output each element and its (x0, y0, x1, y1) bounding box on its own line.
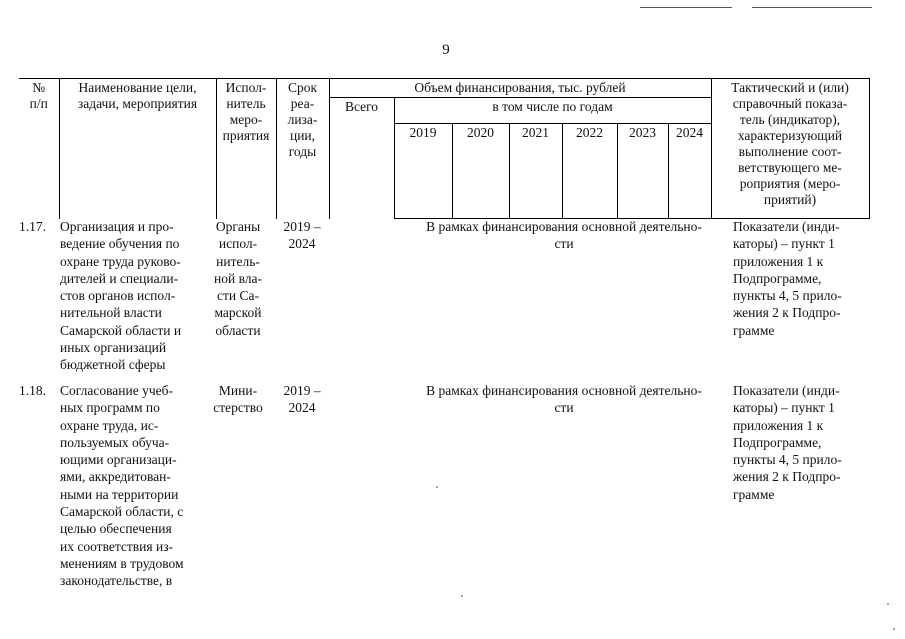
text-line: нительной власти (60, 305, 162, 321)
header-indicator: Тактический и (или) справочный показа- тель (индикатор), характеризующий выполнение соот- ветствующего ме- роприятия (меро- приятий) (711, 79, 869, 219)
text-line: целью обеспечения (60, 521, 172, 537)
header-year-2023: 2023 (617, 124, 668, 219)
text-line: ведение обучения по (60, 236, 180, 252)
page-number: 9 (442, 42, 450, 58)
row-name (60, 382, 203, 590)
text-line: дителей и специали- (60, 270, 179, 286)
text-line: ных программ по (60, 400, 160, 416)
header-name: Наименование цели, задачи, мероприятия (59, 79, 216, 219)
header-year-2022: 2022 (562, 124, 617, 219)
text-line: менениям в трудовом (60, 555, 184, 571)
row-term: 2019 – 2024 (283, 219, 321, 252)
text-line: Организация и про- (60, 219, 174, 234)
header-num: № п/п (19, 79, 59, 219)
table-header (19, 78, 870, 219)
header-by-years: в том числе по годам (394, 98, 711, 124)
header-financing: Объем финансирования, тыс. рублей (329, 79, 711, 98)
text-line: пользуемых обуча- (60, 434, 170, 450)
text-line: охране труда, ис- (60, 417, 159, 433)
scan-speck (436, 486, 438, 488)
row-name (60, 218, 203, 374)
text-line: ющими организаци- (60, 452, 177, 468)
text-line: Самарской области и (60, 322, 182, 338)
scan-speck (893, 628, 895, 630)
table-row (19, 382, 871, 592)
header-total: Всего (329, 98, 394, 219)
text-line: Самарской области, с (60, 504, 184, 520)
header-term: Срок реа- лиза- ции, годы (276, 79, 329, 219)
row-executor: Органы испол- нитель- ной вла- сти Са- марской области (214, 219, 262, 338)
row-executor: Мини- стерство (213, 383, 263, 416)
row-financing: В рамках финансирования основной деятельно- сти (426, 383, 702, 416)
text-line: охране труда руково- (60, 253, 181, 269)
scan-artifact-line (752, 7, 872, 8)
row-indicator: Показатели (инди- каторы) – пункт 1 приложения 1 к Подпрограмме, пункты 4, 5 прило- жения 2 к Подпро- грамме (733, 219, 842, 338)
header-executor: Испол- нитель меро- приятия (216, 79, 276, 219)
header-year-2024: 2024 (668, 124, 711, 219)
row-indicator: Показатели (инди- каторы) – пункт 1 приложения 1 к Подпрограмме, пункты 4, 5 прило- жения 2 к Подпро- грамме (733, 383, 842, 502)
text-line: Согласование учеб- (60, 383, 173, 398)
row-number: 1.17. (19, 219, 46, 234)
text-line: их соответствия из- (60, 538, 174, 554)
text-line: иных организаций (60, 340, 167, 356)
row-financing: В рамках финансирования основной деятельно- сти (426, 219, 702, 252)
text-line: бюджетной сферы (60, 357, 166, 373)
text-line: законодательстве, в (60, 573, 173, 589)
scan-speck (461, 595, 463, 597)
header-year-2021: 2021 (509, 124, 562, 219)
row-number: 1.18. (19, 383, 46, 398)
row-term: 2019 – 2024 (283, 383, 321, 416)
text-line: ями, аккредитован- (60, 469, 171, 485)
scan-artifact-line (640, 7, 732, 8)
scan-speck (887, 603, 889, 605)
header-year-2020: 2020 (452, 124, 509, 219)
table-row (19, 218, 871, 373)
header-year-2019: 2019 (394, 124, 452, 219)
text-line: стов органов испол- (60, 288, 176, 304)
text-line: ными на территории (60, 486, 179, 502)
